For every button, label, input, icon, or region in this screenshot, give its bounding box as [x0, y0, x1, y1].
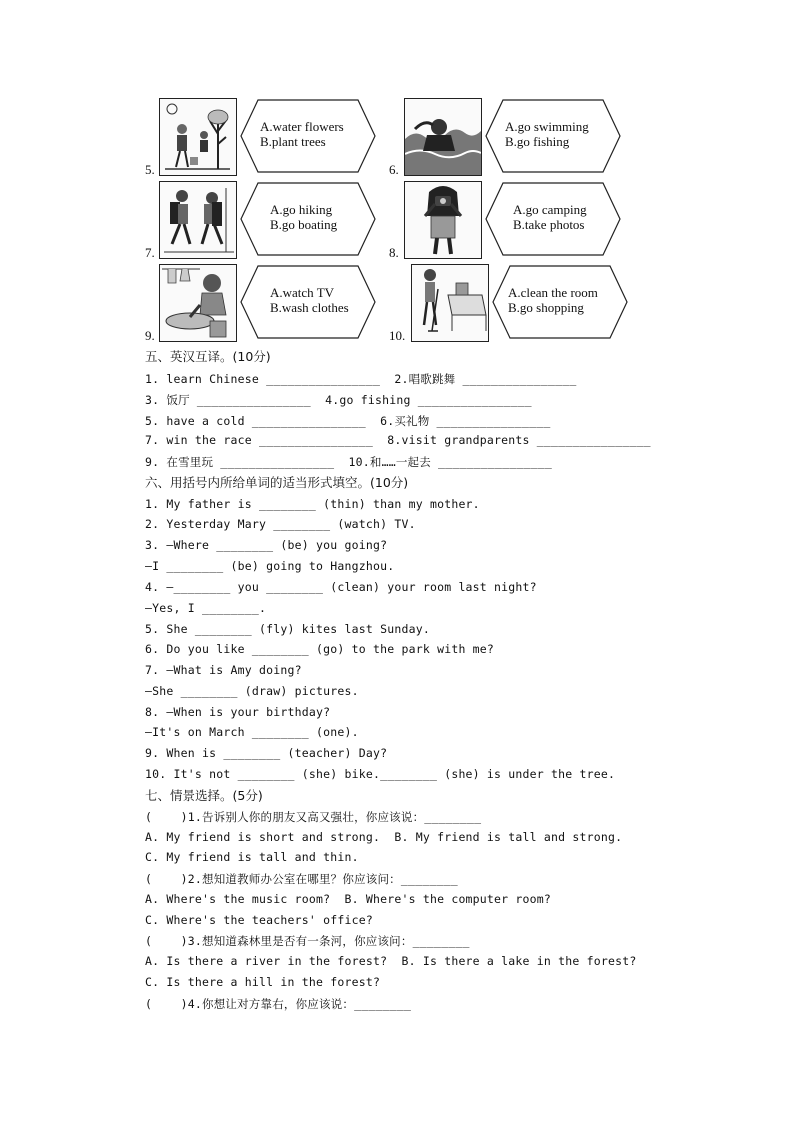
section-6-line: 10. It's not ________ (she) bike.________ (she) is under the tree.: [145, 767, 616, 781]
options-hexagon: [492, 265, 628, 339]
section-6-line: 8. —When is your birthday?: [145, 705, 331, 719]
section-5-line: 7. win the race ________________ 8.visit grandparents ________________: [145, 433, 651, 447]
item-number: 6.: [389, 162, 399, 177]
item-number: 8.: [389, 245, 399, 260]
option-a: A.clean the room: [508, 285, 598, 300]
girl-sweeping-room-icon: [411, 264, 489, 342]
section-6-line: 7. —What is Amy doing?: [145, 663, 302, 677]
section-7-line: ( )3.想知道森林里是否有一条河，你应该问：________: [145, 934, 470, 948]
section-7-line: ( )4.你想让对方靠右，你应该说：________: [145, 997, 412, 1011]
section-7-line: A. My friend is short and strong. B. My friend is tall and strong.: [145, 830, 623, 844]
option-a: A.watch TV: [270, 285, 335, 300]
section-5-line: 5. have a cold ________________ 6.买礼物 ________________: [145, 414, 551, 428]
option-b: B.go boating: [270, 217, 338, 232]
section-7-line: A. Is there a river in the forest? B. Is there a lake in the forest?: [145, 954, 637, 968]
options-text: [508, 285, 598, 315]
section-6-line: 4. —________ you ________ (clean) your room last night?: [145, 580, 537, 594]
section-6-line: —She ________ (draw) pictures.: [145, 684, 359, 698]
section-5-heading: 五、英汉互译。(10分): [145, 349, 271, 364]
item-number: 7.: [145, 245, 155, 260]
option-a: A.water flowers: [260, 119, 344, 134]
item-number: 9.: [145, 328, 155, 343]
options-hexagon: [485, 99, 621, 173]
section-6-heading: 六、用括号内所给单词的适当形式填空。(10分): [145, 475, 409, 490]
section-7-line: ( )1.告诉别人你的朋友又高又强壮，你应该说：________: [145, 810, 482, 824]
options-hexagon: [240, 182, 376, 256]
item-number: 10.: [389, 328, 406, 343]
section-6-line: 9. When is ________ (teacher) Day?: [145, 746, 388, 760]
girl-with-camera-icon: [404, 181, 482, 259]
section-6-line: —It's on March ________ (one).: [145, 725, 359, 739]
section-7-line: C. Is there a hill in the forest?: [145, 975, 381, 989]
option-a: A.go camping: [513, 202, 587, 217]
options-hexagon: [485, 182, 621, 256]
picture-row-3: [0, 264, 794, 342]
option-b: B.go fishing: [505, 134, 570, 149]
option-b: B.go shopping: [508, 300, 584, 315]
item-number: 5.: [145, 162, 155, 177]
options-text: [270, 285, 349, 315]
option-b: B.plant trees: [260, 134, 326, 149]
woman-washing-clothes-icon: [159, 264, 237, 342]
options-text: [513, 202, 587, 232]
section-7-line: ( )2.想知道教师办公室在哪里？你应该问：________: [145, 872, 458, 886]
section-6-line: 3. —Where ________ (be) you going?: [145, 538, 388, 552]
section-7-line: C. Where's the teachers' office?: [145, 913, 373, 927]
section-7-line: C. My friend is tall and thin.: [145, 850, 359, 864]
options-hexagon: [240, 99, 376, 173]
section-6-line: 5. She ________ (fly) kites last Sunday.: [145, 622, 430, 636]
options-text: [260, 119, 344, 149]
section-5-line: 3. 饭厅 ________________ 4.go fishing ________________: [145, 393, 532, 407]
picture-row-1: [0, 98, 794, 176]
option-a: A.go swimming: [505, 119, 589, 134]
option-b: B.wash clothes: [270, 300, 349, 315]
person-in-waves-icon: [404, 98, 482, 176]
option-b: B.take photos: [513, 217, 585, 232]
option-a: A.go hiking: [270, 202, 333, 217]
section-6-line: 1. My father is ________ (thin) than my mother.: [145, 497, 480, 511]
picture-row-2: [0, 181, 794, 259]
people-planting-trees-icon: [159, 98, 237, 176]
section-6-line: —Yes, I ________.: [145, 601, 267, 615]
section-6-line: —I ________ (be) going to Hangzhou.: [145, 559, 395, 573]
section-5-line: 9. 在雪里玩 ________________ 10.和……一起去 ________________: [145, 455, 553, 469]
section-6-line: 2. Yesterday Mary ________ (watch) TV.: [145, 517, 416, 531]
section-7-line: A. Where's the music room? B. Where's the computer room?: [145, 892, 552, 906]
options-text: [505, 119, 589, 149]
section-6-line: 6. Do you like ________ (go) to the park with me?: [145, 642, 495, 656]
options-text: [270, 202, 337, 232]
section-7-heading: 七、情景选择。(5分): [145, 788, 263, 803]
hikers-with-backpacks-icon: [159, 181, 237, 259]
options-hexagon: [240, 265, 376, 339]
section-5-line: 1. learn Chinese ________________ 2.唱歌跳舞 ________________: [145, 372, 577, 386]
